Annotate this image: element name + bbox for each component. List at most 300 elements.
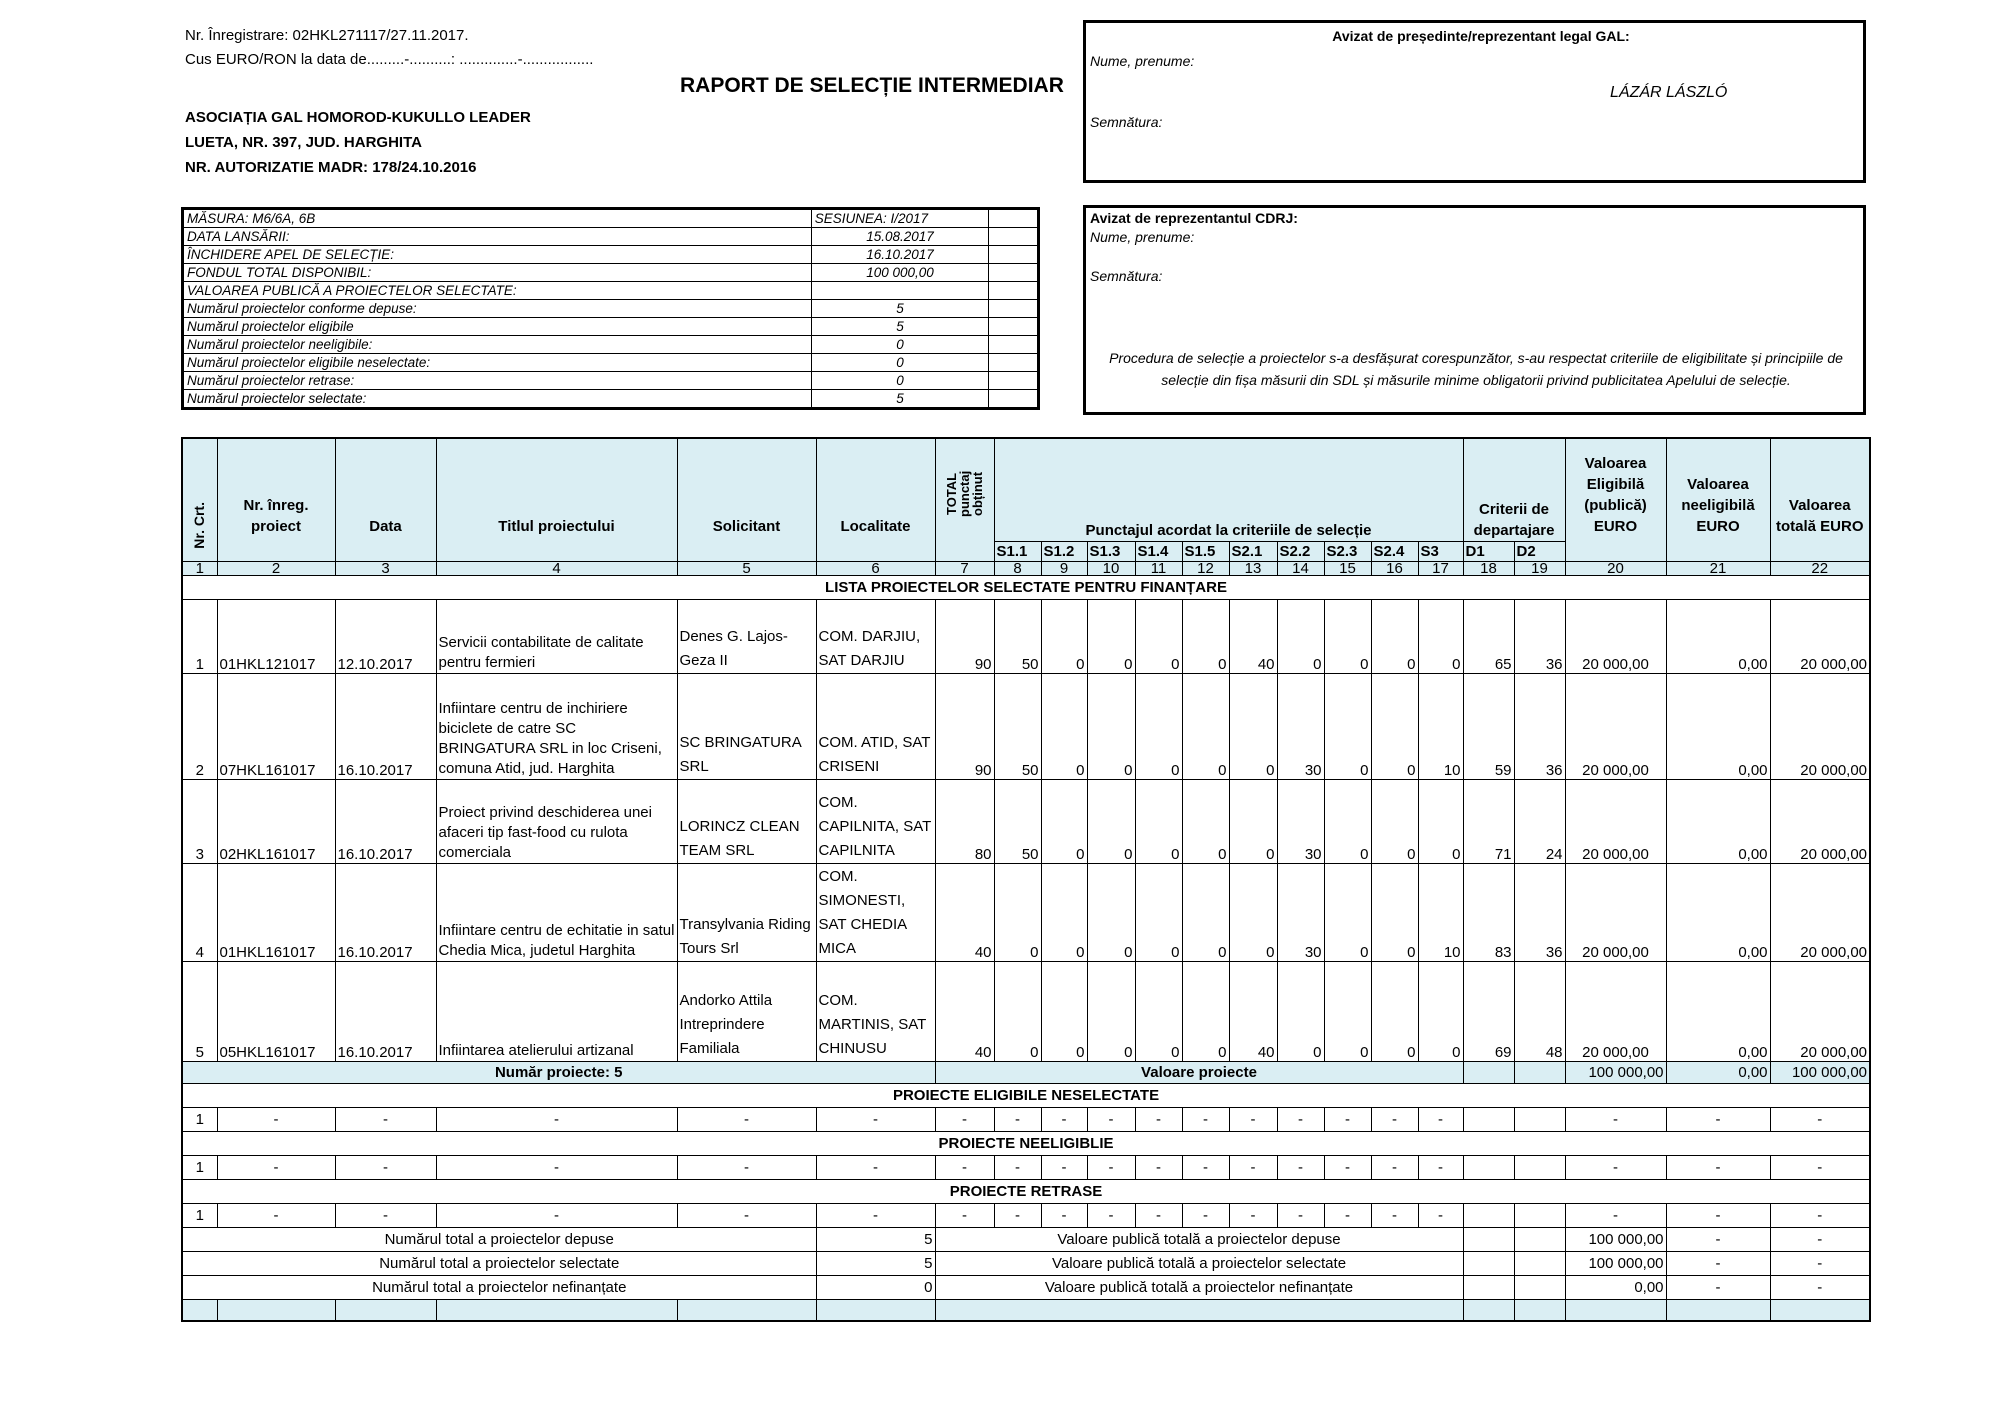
footer-total-row xyxy=(182,1227,1870,1251)
dash-cell: - xyxy=(677,1203,816,1227)
project-score-s1-2: 0 xyxy=(1041,779,1087,863)
criterion-s2-2: S2.2 xyxy=(1277,541,1324,561)
project-score-s1-4: 0 xyxy=(1135,673,1182,779)
criterion-s1-3: S1.3 xyxy=(1087,541,1135,561)
project-nr: 4 xyxy=(182,863,217,961)
empty-cell xyxy=(335,1299,436,1321)
empty-cell xyxy=(1770,1299,1870,1321)
project-score-s2-1: 0 xyxy=(1229,673,1277,779)
dash-cell: - xyxy=(217,1107,335,1131)
summary-row xyxy=(183,209,1039,228)
summary-value: 16.10.2017 xyxy=(811,246,989,264)
criterion-s2-4: S2.4 xyxy=(1371,541,1418,561)
project-applicant: Denes G. Lajos-Geza II xyxy=(677,599,816,673)
empty-project-row xyxy=(182,1203,1870,1227)
criterion-s1-5: S1.5 xyxy=(1182,541,1229,561)
dash-cell: - xyxy=(1371,1107,1418,1131)
project-locality: COM. MARTINIS, SAT CHINUSU xyxy=(816,961,935,1061)
project-row xyxy=(182,673,1870,779)
empty-cell xyxy=(1463,1107,1514,1131)
project-score-s1-5: 0 xyxy=(1182,779,1229,863)
dash-cell: - xyxy=(1041,1203,1087,1227)
org-address: LUETA, NR. 397, JUD. HARGHITA xyxy=(185,134,422,151)
footer-count-label: Numărul total a proiectelor nefinanțate xyxy=(182,1275,816,1299)
header-solicitant: Solicitant xyxy=(677,438,816,561)
summary-row xyxy=(183,318,1039,336)
project-d2: 48 xyxy=(1514,961,1565,1061)
selection-report-table xyxy=(181,437,1871,1322)
project-score-s2-1: 0 xyxy=(1229,863,1277,961)
dash-cell: - xyxy=(1418,1107,1463,1131)
project-score-s1-4: 0 xyxy=(1135,779,1182,863)
header-nr-inreg: Nr. înreg. proiect xyxy=(217,438,335,561)
dash-cell: - xyxy=(1770,1155,1870,1179)
summary-empty-cell xyxy=(989,354,1039,372)
summary-label: Numărul proiectelor retrase: xyxy=(183,372,812,390)
totals-ineligible: 0,00 xyxy=(1666,1061,1770,1083)
dash-cell: - xyxy=(1135,1107,1182,1131)
empty-cell xyxy=(677,1299,816,1321)
project-score-s1-3: 0 xyxy=(1087,673,1135,779)
dash-cell: - xyxy=(1770,1203,1870,1227)
cdrj-name-label: Nume, prenume: xyxy=(1090,229,1195,245)
column-number: 12 xyxy=(1182,561,1229,575)
summary-row xyxy=(183,372,1039,390)
summary-value: 0 xyxy=(811,336,989,354)
footer-value-label: Valoare publică totală a proiectelor nefinanțate xyxy=(935,1275,1463,1299)
project-d1: 59 xyxy=(1463,673,1514,779)
header-titlu: Titlul proiectului xyxy=(436,438,677,561)
project-score-s1-5: 0 xyxy=(1182,673,1229,779)
summary-label: FONDUL TOTAL DISPONIBIL: xyxy=(183,264,812,282)
criterion-s1-4: S1.4 xyxy=(1135,541,1182,561)
empty-project-row xyxy=(182,1155,1870,1179)
dash-cell: - xyxy=(1041,1155,1087,1179)
project-score-s1-2: 0 xyxy=(1041,863,1087,961)
project-score-s1-3: 0 xyxy=(1087,863,1135,961)
dash-cell: - xyxy=(1087,1155,1135,1179)
summary-empty-cell xyxy=(989,282,1039,300)
project-date: 16.10.2017 xyxy=(335,779,436,863)
project-reg-number: 01HKL161017 xyxy=(217,863,335,961)
project-eligible-value: 20 000,00 xyxy=(1565,863,1666,961)
footer-value: 100 000,00 xyxy=(1565,1227,1666,1251)
column-number: 20 xyxy=(1565,561,1666,575)
column-number: 19 xyxy=(1514,561,1565,575)
project-score-s1-3: 0 xyxy=(1087,599,1135,673)
project-row xyxy=(182,599,1870,673)
summary-empty-cell xyxy=(989,246,1039,264)
summary-row xyxy=(183,336,1039,354)
summary-label: Numărul proiectelor eligibile neselectate: xyxy=(183,354,812,372)
project-score-s2-2: 0 xyxy=(1277,961,1324,1061)
section-selected-title: LISTA PROIECTELOR SELECTATE PENTRU FINANȚARE xyxy=(182,575,1870,599)
project-score-s2-4: 0 xyxy=(1371,863,1418,961)
project-title: Infiintarea atelierului artizanal xyxy=(436,961,677,1061)
project-locality: COM. ATID, SAT CRISENI xyxy=(816,673,935,779)
project-d2: 36 xyxy=(1514,673,1565,779)
dash-cell: - xyxy=(1229,1155,1277,1179)
summary-row xyxy=(183,282,1039,300)
dash-cell: - xyxy=(1182,1107,1229,1131)
project-score-s2-3: 0 xyxy=(1324,961,1371,1061)
dash-cell: - xyxy=(677,1107,816,1131)
dash-cell: - xyxy=(935,1107,994,1131)
footer-count: 5 xyxy=(816,1227,935,1251)
summary-row xyxy=(183,264,1039,282)
dash-cell: - xyxy=(935,1155,994,1179)
project-score-s2-2: 30 xyxy=(1277,779,1324,863)
cdrj-approval-box xyxy=(1083,205,1866,415)
project-title: Servicii contabilitate de calitate pentru fermieri xyxy=(436,599,677,673)
dash-cell: - xyxy=(335,1203,436,1227)
criterion-s1-1: S1.1 xyxy=(994,541,1041,561)
footer-value-label: Valoare publică totală a proiectelor selectate xyxy=(935,1251,1463,1275)
summary-label: Numărul proiectelor neeligibile: xyxy=(183,336,812,354)
summary-value: 5 xyxy=(811,390,989,409)
empty-cell xyxy=(816,1299,935,1321)
dash-cell: - xyxy=(994,1155,1041,1179)
project-score-s3: 0 xyxy=(1418,599,1463,673)
project-eligible-value: 20 000,00 xyxy=(1565,673,1666,779)
row-nr: 1 xyxy=(182,1155,217,1179)
empty-cell xyxy=(1514,1155,1565,1179)
authorization-number: NR. AUTORIZATIE MADR: 178/24.10.2016 xyxy=(185,159,477,176)
footer-dash: - xyxy=(1770,1275,1870,1299)
empty-cell xyxy=(182,1299,217,1321)
empty-project-row xyxy=(182,1107,1870,1131)
criterion-s3: S3 xyxy=(1418,541,1463,561)
empty-cell xyxy=(436,1299,677,1321)
project-count-label: Număr proiecte: 5 xyxy=(182,1061,935,1083)
project-score-s2-2: 30 xyxy=(1277,863,1324,961)
footer-empty-d2 xyxy=(1514,1251,1565,1275)
summary-value: SESIUNEA: I/2017 xyxy=(811,209,989,228)
footer-dash: - xyxy=(1666,1275,1770,1299)
project-eligible-value: 20 000,00 xyxy=(1565,599,1666,673)
project-total-score: 40 xyxy=(935,863,994,961)
dash-cell: - xyxy=(1229,1203,1277,1227)
column-number: 13 xyxy=(1229,561,1277,575)
project-score-s2-3: 0 xyxy=(1324,673,1371,779)
gal-box-title: Avizat de președinte/reprezentant legal GAL: xyxy=(1332,28,1630,44)
footer-dash: - xyxy=(1770,1227,1870,1251)
column-number: 6 xyxy=(816,561,935,575)
project-reg-number: 01HKL121017 xyxy=(217,599,335,673)
session-summary-table xyxy=(181,207,1040,410)
header-valoare-neeligibila: Valoarea neeligibilă EURO xyxy=(1666,438,1770,561)
org-name: ASOCIAȚIA GAL HOMOROD-KUKULLO LEADER xyxy=(185,109,531,126)
summary-label: ÎNCHIDERE APEL DE SELECȚIE: xyxy=(183,246,812,264)
column-number: 16 xyxy=(1371,561,1418,575)
empty-cell xyxy=(1514,1203,1565,1227)
cdrj-box-title: Avizat de reprezentantul CDRJ: xyxy=(1090,210,1298,226)
project-d2: 24 xyxy=(1514,779,1565,863)
totals-empty-d2 xyxy=(1514,1061,1565,1083)
project-score-s1-1: 50 xyxy=(994,779,1041,863)
project-score-s3: 10 xyxy=(1418,863,1463,961)
header-valoare-eligibila: Valoarea Eligibilă (publică) EURO xyxy=(1565,438,1666,561)
footer-empty-d2 xyxy=(1514,1275,1565,1299)
summary-row xyxy=(183,246,1039,264)
project-d1: 71 xyxy=(1463,779,1514,863)
column-number: 11 xyxy=(1135,561,1182,575)
column-number: 21 xyxy=(1666,561,1770,575)
project-title: Infiintare centru de inchiriere biciclete de catre SC BRINGATURA SRL in loc Criseni, comuna Atid, jud. Harghita xyxy=(436,673,677,779)
project-score-s2-3: 0 xyxy=(1324,779,1371,863)
project-locality: COM. CAPILNITA, SAT CAPILNITA xyxy=(816,779,935,863)
summary-label: MĂSURA: M6/6A, 6B xyxy=(183,209,812,228)
project-ineligible-value: 0,00 xyxy=(1666,673,1770,779)
project-score-s1-3: 0 xyxy=(1087,779,1135,863)
summary-empty-cell xyxy=(989,300,1039,318)
project-title: Infiintare centru de echitatie in satul Chedia Mica, judetul Harghita xyxy=(436,863,677,961)
project-total-score: 90 xyxy=(935,599,994,673)
dash-cell: - xyxy=(1135,1203,1182,1227)
project-ineligible-value: 0,00 xyxy=(1666,599,1770,673)
dash-cell: - xyxy=(1565,1107,1666,1131)
column-number: 7 xyxy=(935,561,994,575)
dash-cell: - xyxy=(217,1203,335,1227)
empty-cell xyxy=(1565,1299,1666,1321)
project-d1: 83 xyxy=(1463,863,1514,961)
project-score-s1-5: 0 xyxy=(1182,961,1229,1061)
project-reg-number: 02HKL161017 xyxy=(217,779,335,863)
summary-value: 0 xyxy=(811,372,989,390)
empty-cell xyxy=(1514,1107,1565,1131)
summary-empty-cell xyxy=(989,372,1039,390)
dash-cell: - xyxy=(1087,1107,1135,1131)
empty-cell xyxy=(1463,1155,1514,1179)
dash-cell: - xyxy=(1277,1107,1324,1131)
column-number: 9 xyxy=(1041,561,1087,575)
project-total-value: 20 000,00 xyxy=(1770,961,1870,1061)
footer-empty-d1 xyxy=(1463,1227,1514,1251)
project-score-s2-3: 0 xyxy=(1324,863,1371,961)
summary-empty-cell xyxy=(989,318,1039,336)
summary-value: 5 xyxy=(811,300,989,318)
footer-dash: - xyxy=(1666,1251,1770,1275)
summary-label: Numărul proiectelor conforme depuse: xyxy=(183,300,812,318)
gal-signature-label: Semnătura: xyxy=(1090,114,1163,130)
project-row xyxy=(182,961,1870,1061)
project-eligible-value: 20 000,00 xyxy=(1565,961,1666,1061)
summary-empty-cell xyxy=(989,264,1039,282)
project-score-s1-1: 0 xyxy=(994,863,1041,961)
project-score-s2-4: 0 xyxy=(1371,673,1418,779)
dash-cell: - xyxy=(335,1107,436,1131)
column-number: 22 xyxy=(1770,561,1870,575)
project-row xyxy=(182,779,1870,863)
summary-row xyxy=(183,354,1039,372)
summary-empty-cell xyxy=(989,209,1039,228)
project-score-s1-2: 0 xyxy=(1041,673,1087,779)
project-ineligible-value: 0,00 xyxy=(1666,961,1770,1061)
column-number: 18 xyxy=(1463,561,1514,575)
project-d1: 69 xyxy=(1463,961,1514,1061)
project-score-s3: 0 xyxy=(1418,779,1463,863)
header-nr-crt: Nr. Crt. xyxy=(182,438,217,561)
column-number: 10 xyxy=(1087,561,1135,575)
column-number: 8 xyxy=(994,561,1041,575)
tiebreak-d2: D2 xyxy=(1514,541,1565,561)
row-nr: 1 xyxy=(182,1107,217,1131)
project-d1: 65 xyxy=(1463,599,1514,673)
project-locality: COM. DARJIU, SAT DARJIU xyxy=(816,599,935,673)
dash-cell: - xyxy=(816,1107,935,1131)
dash-cell: - xyxy=(436,1203,677,1227)
empty-cell xyxy=(1666,1299,1770,1321)
project-applicant: SC BRINGATURA SRL xyxy=(677,673,816,779)
summary-empty-cell xyxy=(989,390,1039,409)
summary-value: 5 xyxy=(811,318,989,336)
header-total-punctaj: TOTAL punctaj obținut xyxy=(935,438,994,561)
dash-cell: - xyxy=(1277,1203,1324,1227)
registration-number: Nr. Înregistrare: 02HKL271117/27.11.2017. xyxy=(185,27,469,44)
project-total-value: 20 000,00 xyxy=(1770,599,1870,673)
dash-cell: - xyxy=(1418,1203,1463,1227)
project-date: 16.10.2017 xyxy=(335,673,436,779)
gal-name-value: LÁZÁR LÁSZLÓ xyxy=(1610,84,1728,101)
empty-cell xyxy=(1463,1299,1514,1321)
project-total-score: 90 xyxy=(935,673,994,779)
column-number: 17 xyxy=(1418,561,1463,575)
header-valoare-totala: Valoarea totală EURO xyxy=(1770,438,1870,561)
summary-label: VALOAREA PUBLICĂ A PROIECTELOR SELECTATE: xyxy=(183,282,812,300)
column-number: 4 xyxy=(436,561,677,575)
row-nr: 1 xyxy=(182,1203,217,1227)
dash-cell: - xyxy=(1418,1155,1463,1179)
dash-cell: - xyxy=(1041,1107,1087,1131)
project-score-s2-2: 30 xyxy=(1277,673,1324,779)
project-score-s1-1: 50 xyxy=(994,673,1041,779)
dash-cell: - xyxy=(1087,1203,1135,1227)
dash-cell: - xyxy=(1666,1107,1770,1131)
dash-cell: - xyxy=(1229,1107,1277,1131)
summary-label: DATA LANSĂRII: xyxy=(183,228,812,246)
project-locality: COM. SIMONESTI, SAT CHEDIA MICA xyxy=(816,863,935,961)
cdrj-procedure-note: Procedura de selecție a proiectelor s-a desfășurat corespunzător, s-au respectat criteriile de eligibilitate și principiile de selecție din fișa măsurii din SDL și măsurile minime obligatorii privind publicitatea Apelului de selecție. xyxy=(1109,350,1843,388)
footer-count: 5 xyxy=(816,1251,935,1275)
summary-empty-cell xyxy=(989,336,1039,354)
project-score-s2-1: 0 xyxy=(1229,779,1277,863)
gal-approval-box xyxy=(1083,20,1866,183)
dash-cell: - xyxy=(935,1203,994,1227)
summary-value: 15.08.2017 xyxy=(811,228,989,246)
section-ineligible-title: PROIECTE NEELIGIBLIE xyxy=(182,1131,1870,1155)
summary-row xyxy=(183,300,1039,318)
summary-value xyxy=(811,282,989,300)
project-date: 16.10.2017 xyxy=(335,863,436,961)
tiebreak-d1: D1 xyxy=(1463,541,1514,561)
dash-cell: - xyxy=(335,1155,436,1179)
totals-eligible: 100 000,00 xyxy=(1565,1061,1666,1083)
project-eligible-value: 20 000,00 xyxy=(1565,779,1666,863)
project-applicant: Transylvania Riding Tours Srl xyxy=(677,863,816,961)
project-date: 12.10.2017 xyxy=(335,599,436,673)
column-number: 15 xyxy=(1324,561,1371,575)
criterion-s1-2: S1.2 xyxy=(1041,541,1087,561)
project-score-s1-5: 0 xyxy=(1182,599,1229,673)
column-number: 2 xyxy=(217,561,335,575)
dash-cell: - xyxy=(1565,1203,1666,1227)
project-title: Proiect privind deschiderea unei afaceri tip fast-food cu rulota comerciala xyxy=(436,779,677,863)
dash-cell: - xyxy=(677,1155,816,1179)
totals-total: 100 000,00 xyxy=(1770,1061,1870,1083)
project-score-s3: 0 xyxy=(1418,961,1463,1061)
column-number: 5 xyxy=(677,561,816,575)
footer-count: 0 xyxy=(816,1275,935,1299)
dash-cell: - xyxy=(1371,1155,1418,1179)
dash-cell: - xyxy=(436,1107,677,1131)
project-d2: 36 xyxy=(1514,599,1565,673)
dash-cell: - xyxy=(1565,1155,1666,1179)
dash-cell: - xyxy=(816,1155,935,1179)
dash-cell: - xyxy=(1770,1107,1870,1131)
project-total-value: 20 000,00 xyxy=(1770,673,1870,779)
cdrj-signature-label: Semnătura: xyxy=(1090,268,1163,284)
project-score-s2-3: 0 xyxy=(1324,599,1371,673)
header-localitate: Localitate xyxy=(816,438,935,561)
dash-cell: - xyxy=(1666,1155,1770,1179)
project-score-s2-4: 0 xyxy=(1371,599,1418,673)
project-score-s3: 10 xyxy=(1418,673,1463,779)
dash-cell: - xyxy=(1182,1155,1229,1179)
project-score-s1-5: 0 xyxy=(1182,863,1229,961)
project-applicant: Andorko Attila Intreprindere Familiala xyxy=(677,961,816,1061)
project-score-s2-4: 0 xyxy=(1371,961,1418,1061)
dash-cell: - xyxy=(217,1155,335,1179)
header-data: Data xyxy=(335,438,436,561)
project-total-value: 20 000,00 xyxy=(1770,779,1870,863)
footer-total-row xyxy=(182,1251,1870,1275)
footer-empty-d1 xyxy=(1463,1275,1514,1299)
dash-cell: - xyxy=(436,1155,677,1179)
dash-cell: - xyxy=(816,1203,935,1227)
project-reg-number: 07HKL161017 xyxy=(217,673,335,779)
summary-row xyxy=(183,228,1039,246)
dash-cell: - xyxy=(1324,1203,1371,1227)
dash-cell: - xyxy=(994,1203,1041,1227)
totals-row xyxy=(182,1061,1870,1083)
project-row xyxy=(182,863,1870,961)
criterion-s2-1: S2.1 xyxy=(1229,541,1277,561)
project-date: 16.10.2017 xyxy=(335,961,436,1061)
project-score-s1-1: 50 xyxy=(994,599,1041,673)
column-number: 14 xyxy=(1277,561,1324,575)
project-nr: 2 xyxy=(182,673,217,779)
footer-count-label: Numărul total a proiectelor depuse xyxy=(182,1227,816,1251)
project-score-s1-4: 0 xyxy=(1135,961,1182,1061)
footer-dash: - xyxy=(1666,1227,1770,1251)
dash-cell: - xyxy=(1666,1203,1770,1227)
criterion-s2-3: S2.3 xyxy=(1324,541,1371,561)
project-d2: 36 xyxy=(1514,863,1565,961)
empty-cell xyxy=(217,1299,335,1321)
dash-cell: - xyxy=(1371,1203,1418,1227)
summary-label: Numărul proiectelor selectate: xyxy=(183,390,812,409)
trailing-empty-row xyxy=(182,1299,1870,1321)
project-applicant: LORINCZ CLEAN TEAM SRL xyxy=(677,779,816,863)
dash-cell: - xyxy=(1277,1155,1324,1179)
summary-empty-cell xyxy=(989,228,1039,246)
section-eligible-unselected-title: PROIECTE ELIGIBILE NESELECTATE xyxy=(182,1083,1870,1107)
dash-cell: - xyxy=(1135,1155,1182,1179)
project-score-s2-1: 40 xyxy=(1229,961,1277,1061)
project-score-s2-1: 40 xyxy=(1229,599,1277,673)
project-score-s2-2: 0 xyxy=(1277,599,1324,673)
footer-empty-d2 xyxy=(1514,1227,1565,1251)
